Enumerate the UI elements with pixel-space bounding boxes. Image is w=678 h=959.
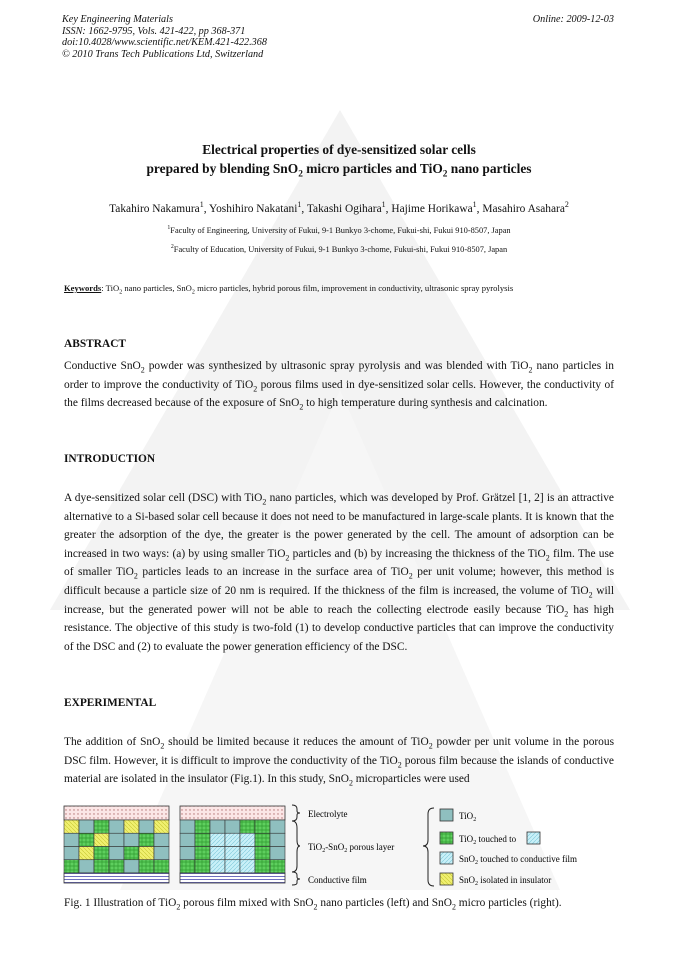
particle-cell: [240, 847, 255, 860]
brace-porous: [292, 821, 300, 872]
particle-cell: [79, 847, 94, 860]
particle-cell: [124, 833, 139, 846]
abstract-text: Conductive SnO$_2$ powder was synthesized by ultrasonic spray pyrolysis and was blended with TiO$_2$ nano particles in order to improve the conductivity of TiO$_2$ porous films used in dye-sensitized solar cells. However, the conductivity of the films decreased because of the exposure of SnO$_2$ to high temperature during synthesis and calcination.: [64, 360, 614, 412]
particle-cell: [255, 833, 270, 846]
particle-cell: [124, 820, 139, 833]
particle-cell: [109, 820, 124, 833]
affiliation-1: $^1$Faculty of Engineering, University of Fukui, 9-1 Bunkyo 3-chome, Fukui-shi, Fukui 910-8507, Japan: [167, 225, 511, 235]
author: Masahiro Asahara: [482, 203, 565, 215]
journal-name: Key Engineering Materials: [62, 14, 173, 25]
particle-cell: [255, 847, 270, 860]
particle-cell: [94, 833, 109, 846]
particle-cell: [64, 833, 79, 846]
particle-cell: [270, 847, 285, 860]
particle-cell: [79, 860, 94, 873]
keywords-label: Keywords: [64, 283, 102, 293]
particle-cell: [195, 847, 210, 860]
online-date: Online: 2009-12-03: [532, 14, 614, 25]
experimental-heading: EXPERIMENTAL: [64, 697, 157, 709]
label-conductive-film: Conductive film: [308, 875, 367, 885]
paper-title: [0, 140, 678, 178]
particle-cell: [124, 860, 139, 873]
particle-cell: [79, 820, 94, 833]
issn-line: ISSN: 1662-9795, Vols. 421-422, pp 368-371: [62, 25, 246, 37]
abstract-heading: ABSTRACT: [64, 338, 127, 350]
particle-cell: [94, 847, 109, 860]
particle-cell: [139, 820, 154, 833]
author: Yoshihiro Nakatani: [208, 203, 298, 215]
legend-swatch-sno2-conductive: [440, 852, 453, 864]
figure-1-caption: Fig. 1 Illustration of TiO$_2$ porous film mixed with SnO$_2$ nano particles (left) and SnO$_2$ micro particles (right).: [64, 897, 562, 912]
particle-cell: [64, 820, 79, 833]
particle-cell: [270, 860, 285, 873]
particle-cell: [180, 820, 195, 833]
author: Hajime Horikawa: [391, 203, 473, 215]
legend-swatch-tio2-touched: [440, 832, 453, 844]
legend-label-sno2-isolated: SnO$_2$ isolated in insulator: [459, 875, 552, 887]
brace-electrolyte: [292, 805, 300, 821]
introduction-text: A dye-sensitized solar cell (DSC) with TiO$_2$ nano particles, which was developed by Prof. Grätzel [1, 2] is an attractive alternative to a Si-based solar cell because it does not need to be manufactured in large-scale plants. It is known that the greater the adsorption of the dye, the greater is the power generated by the cell. The amount of adsorption can be increased in two ways: (a) by using smaller TiO$_2$ particles and (b) by increasing the thickness of the TiO$_2$ film. The use of smaller TiO$_2$ particles leads to an increase in the surface area of TiO$_2$ per unit volume; however, this method is difficult because a particle size of 20 nm is required. If the thickness of the film is increased, the volume of TiO$_2$ will increase, but the generated power will not be able to reach the collecting electrode easily because TiO$_2$ has high resistance. The objective of this study is two-fold (1) to develop conductive particles that can improve the conductivity of the DSC and (2) to evaluate the power generation efficiency of the DSC.: [64, 492, 615, 653]
doi-line: doi:10.4028/www.scientific.net/KEM.421-422.368: [62, 37, 267, 49]
particle-cell: [64, 847, 79, 860]
particle-cell: [195, 860, 210, 873]
legend-swatch-tio2: [440, 809, 453, 821]
left-film-diagram: [64, 806, 169, 883]
particle-cell: [154, 860, 169, 873]
particle-cell: [210, 847, 225, 860]
figure-1: [0, 800, 678, 895]
particle-cell: [109, 847, 124, 860]
particle-cell: [270, 820, 285, 833]
legend-label-sno2-conductive: SnO$_2$ touched to conductive film: [459, 854, 577, 866]
particle-cell: [64, 860, 79, 873]
label-electrolyte: Electrolyte: [308, 809, 348, 819]
author: Takashi Ogihara: [306, 203, 382, 215]
particle-cell: [270, 833, 285, 846]
author-list: Takahiro Nakamura$^1$, Yoshihiro Nakatani$^1$, Takashi Ogihara$^1$, Hajime Horikawa$^1$, Masahiro Asahara$^2$: [109, 200, 569, 215]
legend-swatch-touched-target: [527, 832, 540, 844]
particle-cell: [79, 833, 94, 846]
particle-cell: [154, 833, 169, 846]
journal-header: [62, 14, 267, 60]
title-line-2: prepared by blending SnO$_2$ micro particles and TiO$_2$ nano particles: [146, 161, 532, 180]
particle-cell: [225, 820, 240, 833]
particle-cell: [154, 847, 169, 860]
particle-cell: [94, 820, 109, 833]
legend-label-tio2: TiO$_2$: [459, 811, 477, 823]
legend-brace: [423, 808, 434, 886]
particle-cell: [139, 833, 154, 846]
particle-cell: [154, 820, 169, 833]
particle-cell: [195, 820, 210, 833]
particle-cell: [180, 860, 195, 873]
brace-conductive: [292, 872, 300, 885]
particle-cell: [180, 833, 195, 846]
particle-cell: [210, 860, 225, 873]
experimental-text: The addition of SnO$_2$ should be limited because it reduces the amount of TiO$_2$ powder per unit volume in the porous DSC film. However, it is difficult to improve the conductivity of the TiO$_2$ porous film because the islands of conductive material are isolated in the insulator (Fig.1). In this study, SnO$_2$ microparticles were used: [64, 736, 615, 788]
particle-cell: [94, 860, 109, 873]
particle-cell: [124, 847, 139, 860]
particle-cell: [139, 847, 154, 860]
particle-cell: [225, 847, 240, 860]
legend: [440, 809, 577, 887]
copyright-line: © 2010 Trans Tech Publications Ltd, Switzerland: [62, 48, 264, 60]
particle-cell: [240, 833, 255, 846]
particle-cell: [139, 860, 154, 873]
particle-cell: [255, 860, 270, 873]
particle-cell: [240, 820, 255, 833]
particle-cell: [210, 833, 225, 846]
introduction-heading: INTRODUCTION: [64, 453, 156, 465]
particle-cell: [109, 833, 124, 846]
particle-cell: [240, 860, 255, 873]
title-line-1: Electrical properties of dye-sensitized solar cells: [202, 142, 476, 157]
keywords: Keywords: TiO$_2$ nano particles, SnO$_2$ micro particles, hybrid porous film, improvement in conductivity, ultrasonic spray pyrolysis: [64, 283, 514, 296]
particle-cell: [180, 847, 195, 860]
particle-cell: [210, 820, 225, 833]
legend-label-tio2-touched: TiO$_2$ touched to: [459, 834, 517, 846]
affiliation-2: $^2$Faculty of Education, University of Fukui, 9-1 Bunkyo 3-chome, Fukui-shi, Fukui 910-8507, Japan: [170, 244, 508, 254]
author: Takahiro Nakamura: [109, 203, 200, 215]
particle-cell: [255, 820, 270, 833]
right-film-diagram: [180, 806, 285, 883]
particle-cell: [195, 833, 210, 846]
label-porous-layer: TiO$_2$-SnO$_2$ porous layer: [308, 842, 395, 854]
particle-cell: [109, 860, 124, 873]
legend-swatch-sno2-isolated: [440, 873, 453, 885]
particle-cell: [225, 860, 240, 873]
particle-cell: [225, 833, 240, 846]
